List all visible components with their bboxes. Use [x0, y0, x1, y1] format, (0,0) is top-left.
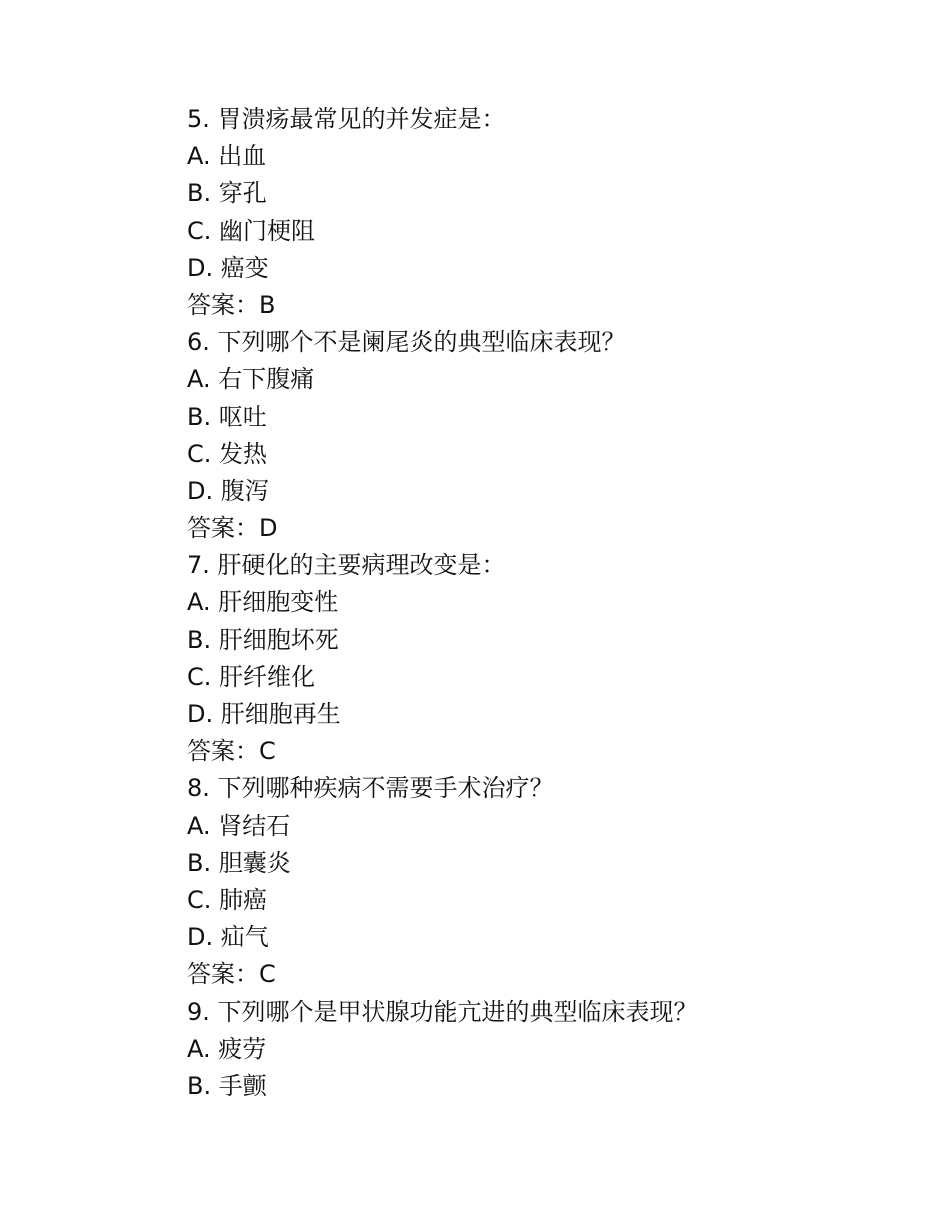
question-7-option-d: D. 肝细胞再生	[187, 700, 341, 728]
question-8-option-c: C. 肺癌	[187, 885, 268, 914]
question-8-option-a: A. 肾结石	[187, 811, 291, 840]
question-8-option-b: B. 胆囊炎	[187, 848, 291, 877]
question-6-option-a: A. 右下腹痛	[187, 365, 315, 394]
question-list	[187, 101, 887, 1105]
question-9-option-a: A. 疲劳	[187, 1034, 267, 1063]
question-7-text: 7. 肝硬化的主要病理改变是：	[187, 551, 506, 580]
question-6-option-d: D. 腹泻	[187, 476, 269, 505]
question-6-option-b: B. 呕吐	[187, 402, 267, 431]
question-8-option-d: D. 疝气	[187, 923, 269, 952]
question-5-text: 5. 胃溃疡最常见的并发症是：	[187, 105, 506, 133]
question-5-answer: 答案：B	[187, 290, 276, 319]
question-6-answer: 答案：D	[187, 514, 278, 543]
question-7-option-a: A. 肝细胞变性	[187, 588, 339, 617]
question-6-option-c: C. 发热	[187, 439, 268, 468]
question-7-option-c: C. 肝纤维化	[187, 662, 316, 691]
question-6-text: 6. 下列哪个不是阑尾炎的典型临床表现？	[187, 328, 626, 357]
question-5-option-b: B. 穿孔	[187, 179, 267, 208]
question-9-option-b: B. 手颤	[187, 1071, 267, 1100]
question-8-text: 8. 下列哪种疾病不需要手术治疗？	[187, 774, 554, 803]
question-5-option-a: A. 出血	[187, 142, 267, 171]
question-5-option-d: D. 癌变	[187, 253, 269, 282]
question-8-answer: 答案：C	[187, 960, 276, 989]
question-5-option-c: C. 幽门梗阻	[187, 216, 316, 245]
question-7-option-b: B. 肝细胞坏死	[187, 625, 339, 654]
question-7-answer: 答案：C	[187, 737, 276, 766]
question-9-text: 9. 下列哪个是甲状腺功能亢进的典型临床表现？	[187, 997, 698, 1026]
